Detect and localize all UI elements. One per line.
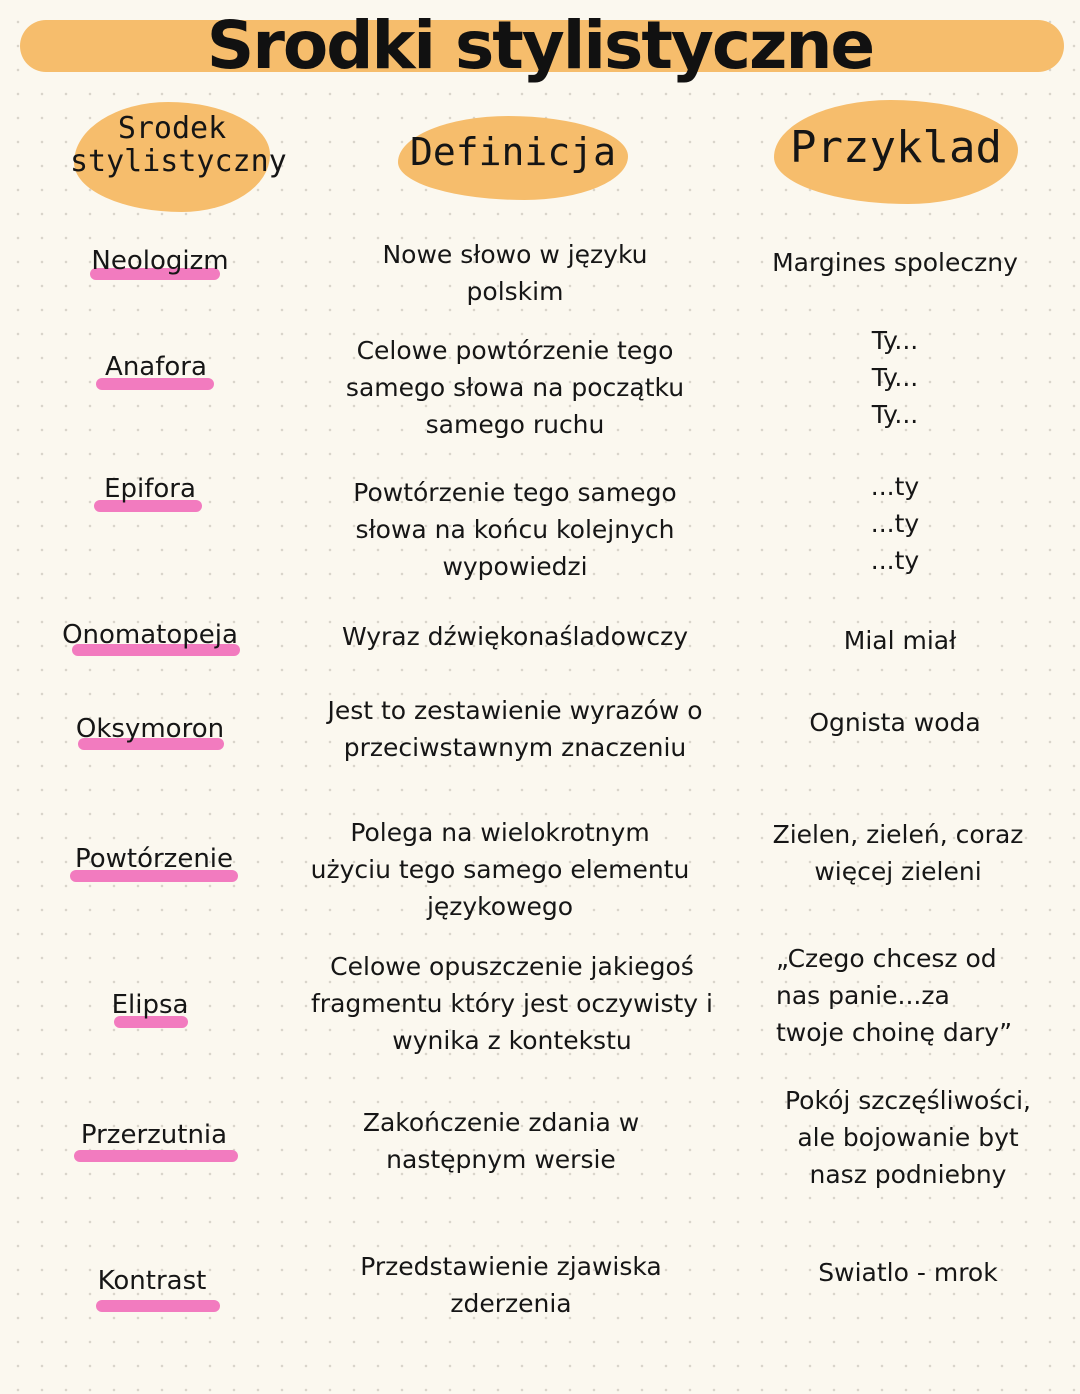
example-text: Zielen, zieleń, coraz więcej zieleni	[772, 820, 1024, 886]
page-title: Srodki stylistyczne	[206, 7, 874, 84]
term-label: Oksymoron	[75, 714, 225, 744]
header-example: Przyklad	[790, 122, 1002, 173]
definition-text: Powtórzenie tego samego słowa na końcu kolejnych wypowiedzi	[353, 478, 677, 581]
example-text: Ty... Ty... Ty...	[871, 326, 919, 429]
term-highlight	[74, 1150, 238, 1162]
example-text: „Czego chcesz od nas panie...za twoje choinę dary”	[776, 944, 1013, 1047]
example-text: ...ty ...ty ...ty	[870, 472, 920, 575]
term-label: Onomatopeja	[62, 620, 238, 650]
term-label: Neologizm	[91, 246, 229, 276]
example-text: Swiatlo - mrok	[818, 1258, 998, 1287]
example-text: Mial miał	[843, 626, 957, 655]
example-text: Pokój szczęśliwości, ale bojowanie byt nasz podniebny	[785, 1086, 1031, 1189]
term-label: Kontrast	[97, 1266, 207, 1296]
definition-text: Polega na wielokrotnym użyciu tego samego elementu językowego	[310, 818, 690, 921]
definition-text: Zakończenie zdania w następnym wersie	[362, 1108, 640, 1174]
definition-text: Przedstawienie zjawiska zderzenia	[360, 1252, 662, 1318]
definition-text: Wyraz dźwiękonaśladowczy	[341, 622, 689, 651]
term-label: Powtórzenie	[74, 844, 234, 874]
example-text: Ognista woda	[809, 708, 981, 737]
definition-text: Jest to zestawienie wyrazów o przeciwstawnym znaczeniu	[327, 696, 703, 762]
definition-text: Nowe słowo w języku polskim	[382, 240, 648, 306]
definition-text: Celowe opuszczenie jakiegoś fragmentu który jest oczywisty i wynika z kontekstu	[310, 952, 713, 1055]
term-label: Przerzutnia	[80, 1120, 228, 1150]
term-highlight	[96, 1300, 220, 1312]
term-label: Epifora	[104, 474, 196, 504]
term-label: Anafora	[105, 352, 207, 382]
header-term: Srodek stylistyczny	[70, 111, 287, 179]
header-definition: Definicja	[410, 130, 616, 174]
term-label: Elipsa	[111, 990, 189, 1020]
definition-text: Celowe powtórzenie tego samego słowa na początku samego ruchu	[345, 336, 685, 439]
example-text: Margines spoleczny	[772, 248, 1018, 277]
